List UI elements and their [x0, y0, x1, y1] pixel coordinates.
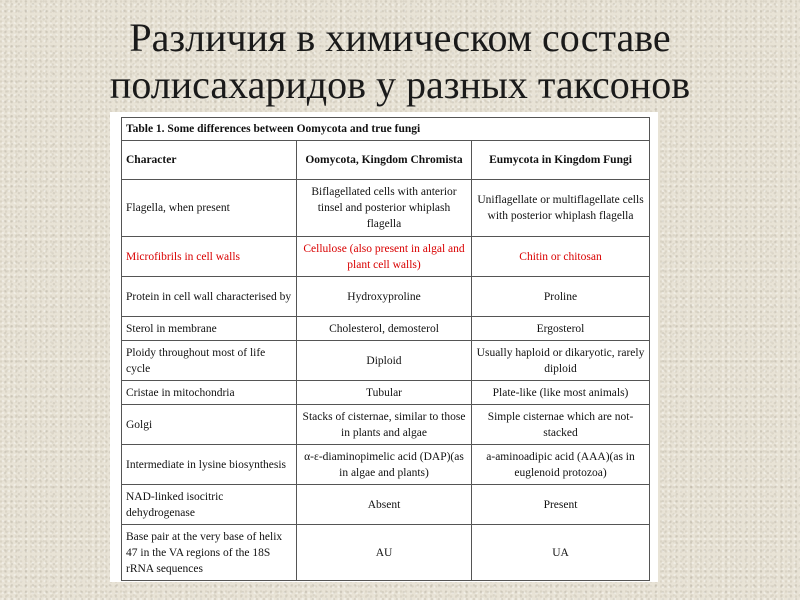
- column-header-eumycota: Eumycota in Kingdom Fungi: [472, 141, 650, 180]
- column-header-character: Character: [122, 141, 297, 180]
- table-caption-row: [122, 118, 650, 141]
- row-eumycota-cell: Usually haploid or dikaryotic, rarely diploid: [472, 341, 650, 381]
- table-row: [122, 381, 650, 405]
- table-row: [122, 485, 650, 525]
- table-body: [122, 180, 650, 581]
- table-row: [122, 445, 650, 485]
- row-oomycota-cell: Tubular: [297, 381, 472, 405]
- row-character-cell: Ploidy throughout most of life cycle: [122, 341, 297, 381]
- table-header-row: [122, 141, 650, 180]
- row-eumycota-cell: Ergosterol: [472, 317, 650, 341]
- row-oomycota-cell: AU: [297, 525, 472, 581]
- row-eumycota-cell: Plate-like (like most animals): [472, 381, 650, 405]
- row-character-cell: NAD-linked isocitric dehydrogenase: [122, 485, 297, 525]
- table-caption: Table 1. Some differences between Oomycota and true fungi: [122, 118, 650, 141]
- row-character-cell: Flagella, when present: [122, 180, 297, 237]
- row-oomycota-cell: Cellulose (also present in algal and plant cell walls): [297, 237, 472, 277]
- row-eumycota-cell: a-aminoadipic acid (AAA)(as in euglenoid protozoa): [472, 445, 650, 485]
- table-row: [122, 237, 650, 277]
- row-eumycota-cell: Uniflagellate or multiflagellate cells with posterior whiplash flagella: [472, 180, 650, 237]
- table-row: [122, 525, 650, 581]
- row-character-cell: Sterol in membrane: [122, 317, 297, 341]
- table-panel: [110, 112, 658, 582]
- row-oomycota-cell: Stacks of cisternae, similar to those in plants and algae: [297, 405, 472, 445]
- row-character-cell: Golgi: [122, 405, 297, 445]
- row-oomycota-cell: Absent: [297, 485, 472, 525]
- row-character-cell: Intermediate in lysine biosynthesis: [122, 445, 297, 485]
- row-eumycota-cell: Chitin or chitosan: [472, 237, 650, 277]
- row-oomycota-cell: α-ε-diaminopimelic acid (DAP)(as in algae and plants): [297, 445, 472, 485]
- row-oomycota-cell: Biflagellated cells with anterior tinsel and posterior whiplash flagella: [297, 180, 472, 237]
- row-eumycota-cell: UA: [472, 525, 650, 581]
- row-oomycota-cell: Diploid: [297, 341, 472, 381]
- column-header-oomycota: Oomycota, Kingdom Chromista: [297, 141, 472, 180]
- row-oomycota-cell: Hydroxyproline: [297, 277, 472, 317]
- slide-title-line-1: Различия в химическом составе: [129, 15, 671, 60]
- row-character-cell: Microfibrils in cell walls: [122, 237, 297, 277]
- slide-title: [0, 14, 800, 108]
- comparison-table: [121, 117, 650, 581]
- table-row: [122, 405, 650, 445]
- table-row: [122, 317, 650, 341]
- row-eumycota-cell: Present: [472, 485, 650, 525]
- table-row: [122, 341, 650, 381]
- table-row: [122, 180, 650, 237]
- row-oomycota-cell: Cholesterol, demosterol: [297, 317, 472, 341]
- row-character-cell: Cristae in mitochondria: [122, 381, 297, 405]
- slide-title-line-2: полисахаридов у разных таксонов: [109, 62, 691, 107]
- row-character-cell: Base pair at the very base of helix 47 in the VA regions of the 18S rRNA sequences: [122, 525, 297, 581]
- row-eumycota-cell: Simple cisternae which are not-stacked: [472, 405, 650, 445]
- row-eumycota-cell: Proline: [472, 277, 650, 317]
- table-row: [122, 277, 650, 317]
- row-character-cell: Protein in cell wall characterised by: [122, 277, 297, 317]
